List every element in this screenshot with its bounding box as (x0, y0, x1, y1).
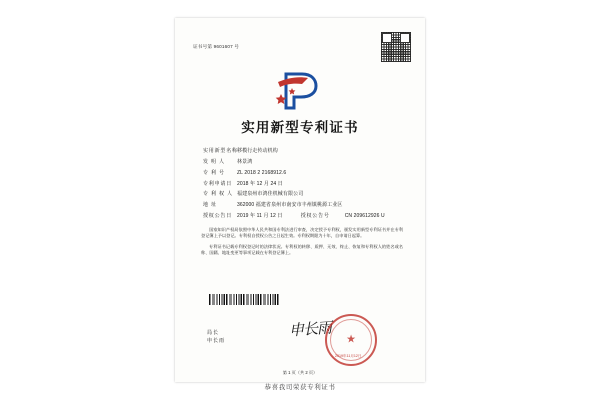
field-value: 362000 福建省泉州市南安市丰州镇桃源工业区 (237, 202, 343, 209)
field-value-secondary: CN 209612926 U (344, 213, 385, 220)
director-label (207, 330, 225, 345)
field-row (203, 202, 403, 209)
signature-area (185, 314, 415, 364)
field-row (203, 181, 403, 188)
field-row (203, 191, 403, 198)
field-label-secondary: 授权公告号 (300, 213, 330, 220)
field-value: ZL 2018 2 2168912.6 (237, 169, 287, 176)
field-row (203, 213, 403, 220)
page-footer: 第 1 页（共 2 页） (282, 370, 318, 375)
certificate-number: 证书号第 9601607 号 (193, 44, 240, 49)
field-value: 2018 年 12 月 24 日 (237, 180, 283, 187)
field-label: 实用新型名称 (203, 148, 238, 154)
patent-certificate-page (175, 18, 425, 382)
field-label: 专利申请日 (203, 180, 233, 187)
legal-paragraph: 专利证书记载专利权登记时的法律状况。专利权的转移、质押、无效、终止、恢复和专利权人的姓名或名称、国籍、地址变更等事项记载在专利登记簿上。 (201, 243, 403, 256)
field-value: 2019 年 11 月 12 日 (237, 213, 283, 220)
seal-date: 2019年11月12日 (335, 354, 362, 358)
emblem-logo (185, 68, 415, 114)
field-label: 授权公告日 (203, 213, 233, 220)
patent-office-logo-icon (272, 68, 328, 112)
field-value: 移模行走传动机构 (237, 148, 278, 154)
field-label: 专 利 权 人 (203, 191, 233, 198)
field-row (203, 159, 403, 166)
certificate-fields (185, 148, 415, 220)
field-value: 福建泉州市鸿佳机械有限公司 (237, 191, 304, 198)
document-title: 实用新型专利证书 (241, 120, 359, 135)
legal-paragraphs (185, 227, 415, 257)
field-label: 地 址 (203, 202, 217, 209)
barcode (209, 294, 279, 305)
seal-star-icon: ★ (346, 333, 356, 346)
field-value: 林景鸿 (237, 158, 253, 165)
office-label: 局长 (207, 330, 220, 336)
handwritten-signature: 申长雨 (288, 320, 332, 340)
certificate-content (185, 26, 415, 374)
field-row (203, 148, 403, 155)
certificate-header (185, 26, 415, 68)
qr-code-icon (381, 32, 411, 62)
field-row (203, 170, 403, 177)
director-name: 申长雨 (207, 337, 226, 344)
image-caption: 恭喜我司荣获专利证书 (264, 384, 336, 391)
field-label: 发 明 人 (203, 158, 225, 165)
field-label: 专 利 号 (203, 169, 225, 176)
legal-paragraph: 国家知识产权局依照中华人民共和国专利法进行审查，决定授予专利权，颁发实用新型专利证书并在专利登记簿上予以登记。专利权自授权公告之日起生效。专利权期限为十年，自申请日起算。 (201, 226, 403, 239)
